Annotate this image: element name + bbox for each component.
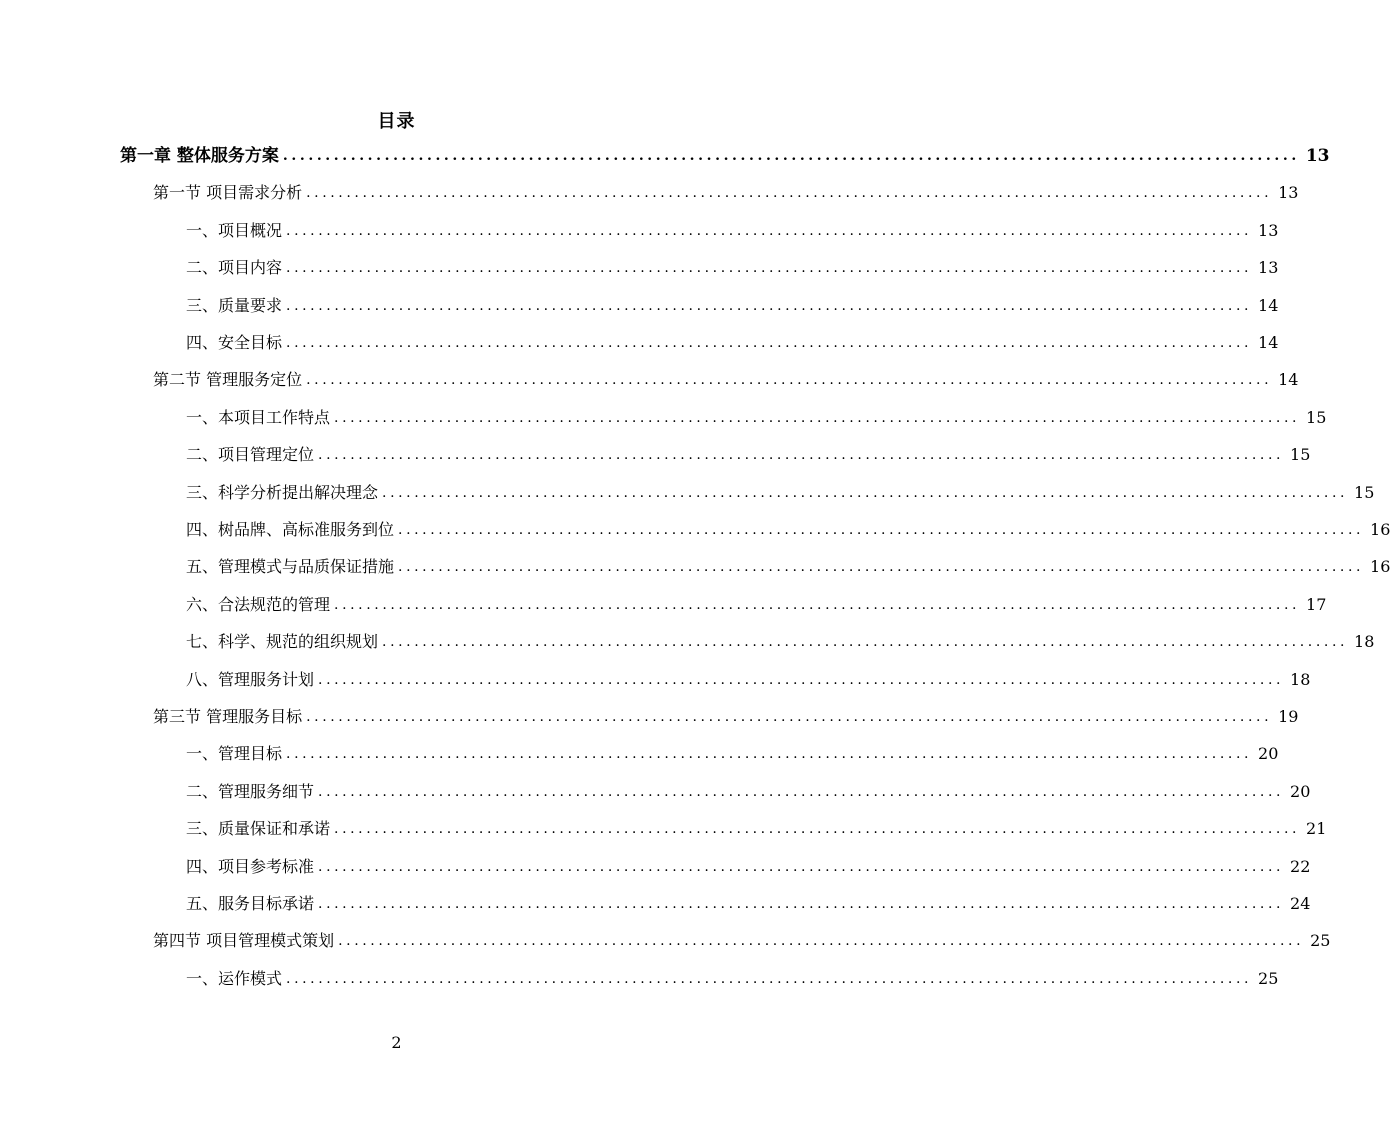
toc-dot-leader (306, 180, 1272, 206)
toc-entry[interactable] (186, 554, 1390, 580)
toc-dot-leader (398, 554, 1364, 580)
toc-dot-leader (286, 330, 1252, 356)
toc-entry-text: 二、管理服务细节 (186, 781, 315, 801)
toc-dot-leader (318, 779, 1284, 805)
toc-entry[interactable] (153, 928, 1331, 954)
toc-dot-leader-dots: ........................................................................................................................ (286, 260, 1253, 277)
toc-dot-leader (286, 218, 1252, 244)
toc-dot-leader-dots: ........................................................................................................................ (382, 634, 1349, 651)
toc-entry[interactable] (153, 367, 1299, 393)
toc-entry-page-number: 14 (1278, 370, 1299, 390)
toc-entry-text: 二、项目管理定位 (186, 445, 315, 465)
toc-entry-page-number: 17 (1306, 594, 1327, 614)
toc-dot-leader-dots: ........................................................................................................................ (338, 933, 1305, 950)
toc-entry-text: 五、服务目标承诺 (186, 894, 315, 913)
toc-entry-page-number: 16 (1370, 557, 1390, 577)
toc-dot-leader-dots: ........................................................................................................................ (286, 222, 1253, 239)
toc-dot-leader-dots: ........................................................................................................................ (306, 372, 1273, 389)
toc-entry-page-number: 13 (1258, 258, 1279, 278)
toc-entry-page-number: 25 (1310, 931, 1331, 951)
toc-dot-leader-dots: ........................................................................................................................ (334, 409, 1301, 426)
toc-dot-leader-dots: ........................................................................................................................ (318, 858, 1285, 875)
toc-entry-text: 一、本项目工作特点 (186, 407, 331, 427)
toc-entry-text: 第四节 项目管理模式策划 (153, 931, 335, 951)
toc-entry-text: 四、树品牌、高标准服务到位 (186, 520, 395, 539)
toc-entry-page-number: 20 (1290, 781, 1311, 801)
toc-entry-page-number: 18 (1354, 632, 1375, 652)
toc-entry-text: 一、管理目标 (186, 744, 283, 764)
toc-entry[interactable] (186, 891, 1311, 917)
toc-entry-page-number: 20 (1258, 744, 1279, 764)
toc-entry-page-number: 13 (1305, 146, 1330, 166)
toc-dot-leader (318, 854, 1284, 880)
toc-entry-page-number: 22 (1290, 856, 1311, 876)
toc-dot-leader-dots: ........................................................................................................................ (334, 821, 1301, 838)
toc-entry-text: 第一章 整体服务方案 (120, 146, 279, 166)
toc-dot-leader (382, 629, 1348, 655)
toc-entry[interactable] (186, 966, 1279, 992)
toc-dot-leader (306, 367, 1272, 393)
toc-entry-text: 四、安全目标 (186, 333, 283, 352)
toc-entry[interactable] (120, 143, 1330, 169)
toc-entry-page-number: 21 (1306, 819, 1327, 839)
toc-entry[interactable] (186, 405, 1327, 431)
toc-entry[interactable] (186, 816, 1327, 842)
toc-entry-page-number: 15 (1290, 445, 1311, 465)
toc-dot-leader (283, 143, 1300, 169)
toc-entry-text: 三、科学分析提出解决理念 (186, 482, 379, 502)
toc-dot-leader (398, 517, 1364, 543)
toc-dot-leader (286, 966, 1252, 992)
toc-entry-page-number: 14 (1258, 333, 1279, 352)
toc-entry[interactable] (186, 854, 1311, 880)
toc-entry-text: 三、质量保证和承诺 (186, 819, 331, 839)
page-number: 2 (391, 1033, 402, 1052)
toc-dot-leader-dots: ........................................................................................................................ (286, 970, 1253, 987)
toc-dot-leader (334, 592, 1300, 618)
toc-entry-page-number: 24 (1290, 894, 1311, 913)
toc-dot-leader (318, 442, 1284, 468)
toc-dot-leader-dots: ........................................................................................................................ (318, 896, 1285, 912)
toc-dot-leader-dots: ........................................................................................................................ (334, 596, 1301, 613)
toc-entry-text: 一、运作模式 (186, 968, 283, 988)
toc-entry-text: 六、合法规范的管理 (186, 594, 331, 614)
toc-entry[interactable] (186, 480, 1375, 506)
toc-dot-leader-dots: ........................................................................................................................ (286, 335, 1253, 351)
toc-entry[interactable] (186, 517, 1390, 543)
toc-entry-text: 二、项目内容 (186, 258, 283, 278)
toc-dot-leader (286, 255, 1252, 281)
toc-entry-text: 五、管理模式与品质保证措施 (186, 557, 395, 577)
toc-entry-text: 四、项目参考标准 (186, 856, 315, 876)
toc-entry-text: 三、质量要求 (186, 295, 283, 315)
toc-dot-leader-dots: ........................................................................................................................ (318, 783, 1285, 800)
toc-dot-leader-dots: ........................................................................................................................ (306, 709, 1273, 725)
toc-entry[interactable] (186, 293, 1279, 319)
toc-entry[interactable] (186, 667, 1311, 693)
toc-entry[interactable] (186, 218, 1279, 244)
toc-dot-leader-dots: ........................................................................................................................ (306, 185, 1273, 202)
toc-entry[interactable] (186, 330, 1279, 356)
toc-entry-page-number: 14 (1258, 295, 1279, 315)
toc-entry[interactable] (186, 779, 1311, 805)
toc-dot-leader-dots: ........................................................................................................................ (282, 148, 1300, 164)
toc-entry-page-number: 18 (1290, 669, 1311, 689)
toc-entry-text: 八、管理服务计划 (186, 669, 315, 689)
toc-entry-text: 第三节 管理服务目标 (153, 707, 303, 726)
toc-entry-page-number: 15 (1306, 407, 1327, 427)
toc-entry[interactable] (153, 180, 1299, 206)
toc-entry-page-number: 25 (1258, 968, 1279, 988)
toc-dot-leader-dots: ........................................................................................................................ (286, 746, 1253, 763)
toc-entry[interactable] (186, 629, 1375, 655)
toc-entry[interactable] (186, 592, 1327, 618)
toc-entry-text: 七、科学、规范的组织规划 (186, 632, 379, 652)
toc-entry[interactable] (153, 704, 1299, 730)
toc-entry-page-number: 16 (1370, 520, 1390, 539)
toc-dot-leader (318, 667, 1284, 693)
toc-dot-leader-dots: ........................................................................................................................ (318, 671, 1285, 688)
toc-entry[interactable] (186, 741, 1279, 767)
toc-dot-leader (334, 816, 1300, 842)
toc-entry-page-number: 13 (1278, 183, 1299, 203)
toc-dot-leader (286, 293, 1252, 319)
toc-dot-leader-dots: ........................................................................................................................ (382, 484, 1349, 501)
toc-dot-leader (338, 928, 1304, 954)
toc-dot-leader-dots: ........................................................................................................................ (398, 522, 1365, 538)
toc-entry[interactable] (186, 255, 1279, 281)
toc-dot-leader (286, 741, 1252, 767)
toc-dot-leader-dots: ........................................................................................................................ (318, 447, 1285, 464)
toc-title: 目录 (377, 111, 416, 132)
toc-dot-leader-dots: ........................................................................................................................ (398, 559, 1365, 576)
toc-entry-page-number: 15 (1354, 482, 1375, 502)
toc-dot-leader-dots: ........................................................................................................................ (286, 297, 1253, 314)
toc-dot-leader (318, 891, 1284, 917)
toc-entry-page-number: 13 (1258, 220, 1279, 240)
toc-dot-leader (306, 704, 1272, 730)
toc-entry[interactable] (186, 442, 1311, 468)
toc-entry-text: 第一节 项目需求分析 (153, 183, 303, 203)
toc-dot-leader (334, 405, 1300, 431)
toc-entry-page-number: 19 (1278, 707, 1299, 726)
toc-entry-text: 一、项目概况 (186, 220, 283, 240)
toc-dot-leader (382, 480, 1348, 506)
toc-entry-text: 第二节 管理服务定位 (153, 370, 303, 390)
